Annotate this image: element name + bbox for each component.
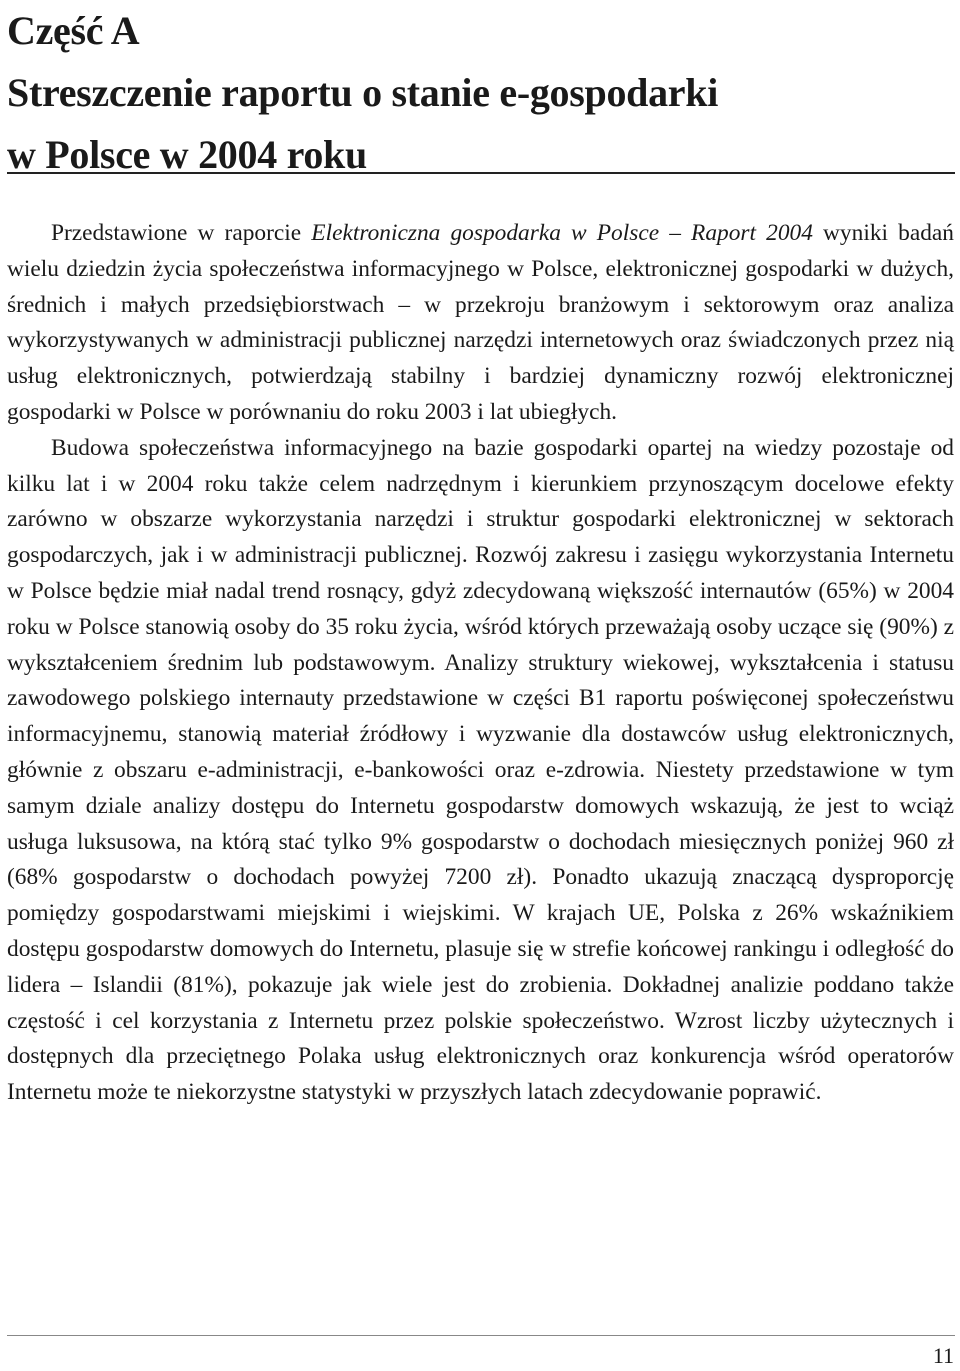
body-text	[7, 216, 954, 1111]
page-header	[7, 0, 955, 186]
report-title: Elektroniczna gospodarka w Polsce – Raport 2004	[311, 220, 813, 246]
paragraph-2: Budowa społeczeństwa informacyjnego na bazie gospodarki opartej na wiedzy pozostaje od kilku lat i w 2004 roku także celem nadrzędnym i kierunkiem przynoszącym docelowe efekty zarówno w obszarze wykorzystania narzędzi i struktur gospodarki elektronicznej w sektorach gospodarczych, jak i w administracji publicznej. Rozwój zakresu i zasięgu wykorzystania Internetu w Polsce będzie miał nadal trend rosnący, gdyż zdecydowaną większość internautów (65%) w 2004 roku w Polsce stanowią osoby do 35 roku życia, wśród których przeważają osoby uczące się (90%) z wykształceniem średnim lub podstawowym. Analizy struktury wiekowej, wykształcenia i statusu zawodowego polskiego internauty przedstawione w części B1 raportu poświęconej społeczeństwu informacyjnemu, stanowią materiał źródłowy i wyzwanie dla dostawców usług elektronicznych, głównie z obszaru e-administracji, e-bankowości oraz e-zdrowia. Niestety przedstawione w tym samym dziale analizy dostępu do Internetu gospodarstw domowych wskazują, że jest to wciąż usługa luksusowa, na którą stać tylko 9% gospodarstw o dochodach miesięcznych poniżej 960 zł (68% gospodarstw o dochodach powyżej 7200 zł). Ponadto ukazują znaczącą dysproporcję pomiędzy gospodarstwami miejskimi i wiejskimi. W krajach UE, Polska z 26% wskaźnikiem dostępu gospodarstw domowych do Internetu, plasuje się w strefie końcowej rankingu i odległość do lidera – Islandii (81%), pokazuje jak wiele jest do zrobienia. Dokładnej analizie poddano także częstość i cel korzystania z Internetu przez polskie społeczeństwo. Wzrost liczby użytecznych i dostępnych dla przeciętnego Polaka usług elektronicznych oraz konkurencja wśród operatorów Internetu może te niekorzystne statystyki w przyszłych latach zdecydowanie poprawić.	[7, 434, 954, 1106]
paragraph-1-rest: wyniki badań wielu dziedzin życia społeczeństwa informacyjnego w Polsce, elektronicznej gospodarki w dużych, średnich i małych przedsiębiorstwach – w przekroju branżowym i sektorowym oraz analiza wykorzystywanych w administracji publicznej narzędzi internetowych oraz świadczonych przez nią usług elektronicznych, potwierdzają stabilny i bardziej dynamiczny rozwój elektronicznej gospodarki w Polsce w porównaniu do roku 2003 i lat ubiegłych.	[7, 220, 954, 425]
page-number: 11	[932, 1343, 954, 1368]
paragraph-1	[7, 216, 954, 431]
chapter-title-line-2: w Polsce w 2004 roku	[7, 132, 367, 177]
paragraph-1-lead: Przedstawione w raporcie	[51, 220, 312, 246]
chapter-title-line-1: Streszczenie raportu o stanie e-gospodarki	[7, 70, 719, 115]
title-divider	[7, 172, 955, 174]
part-heading: Część A	[7, 8, 140, 53]
footer-divider	[7, 1335, 955, 1336]
